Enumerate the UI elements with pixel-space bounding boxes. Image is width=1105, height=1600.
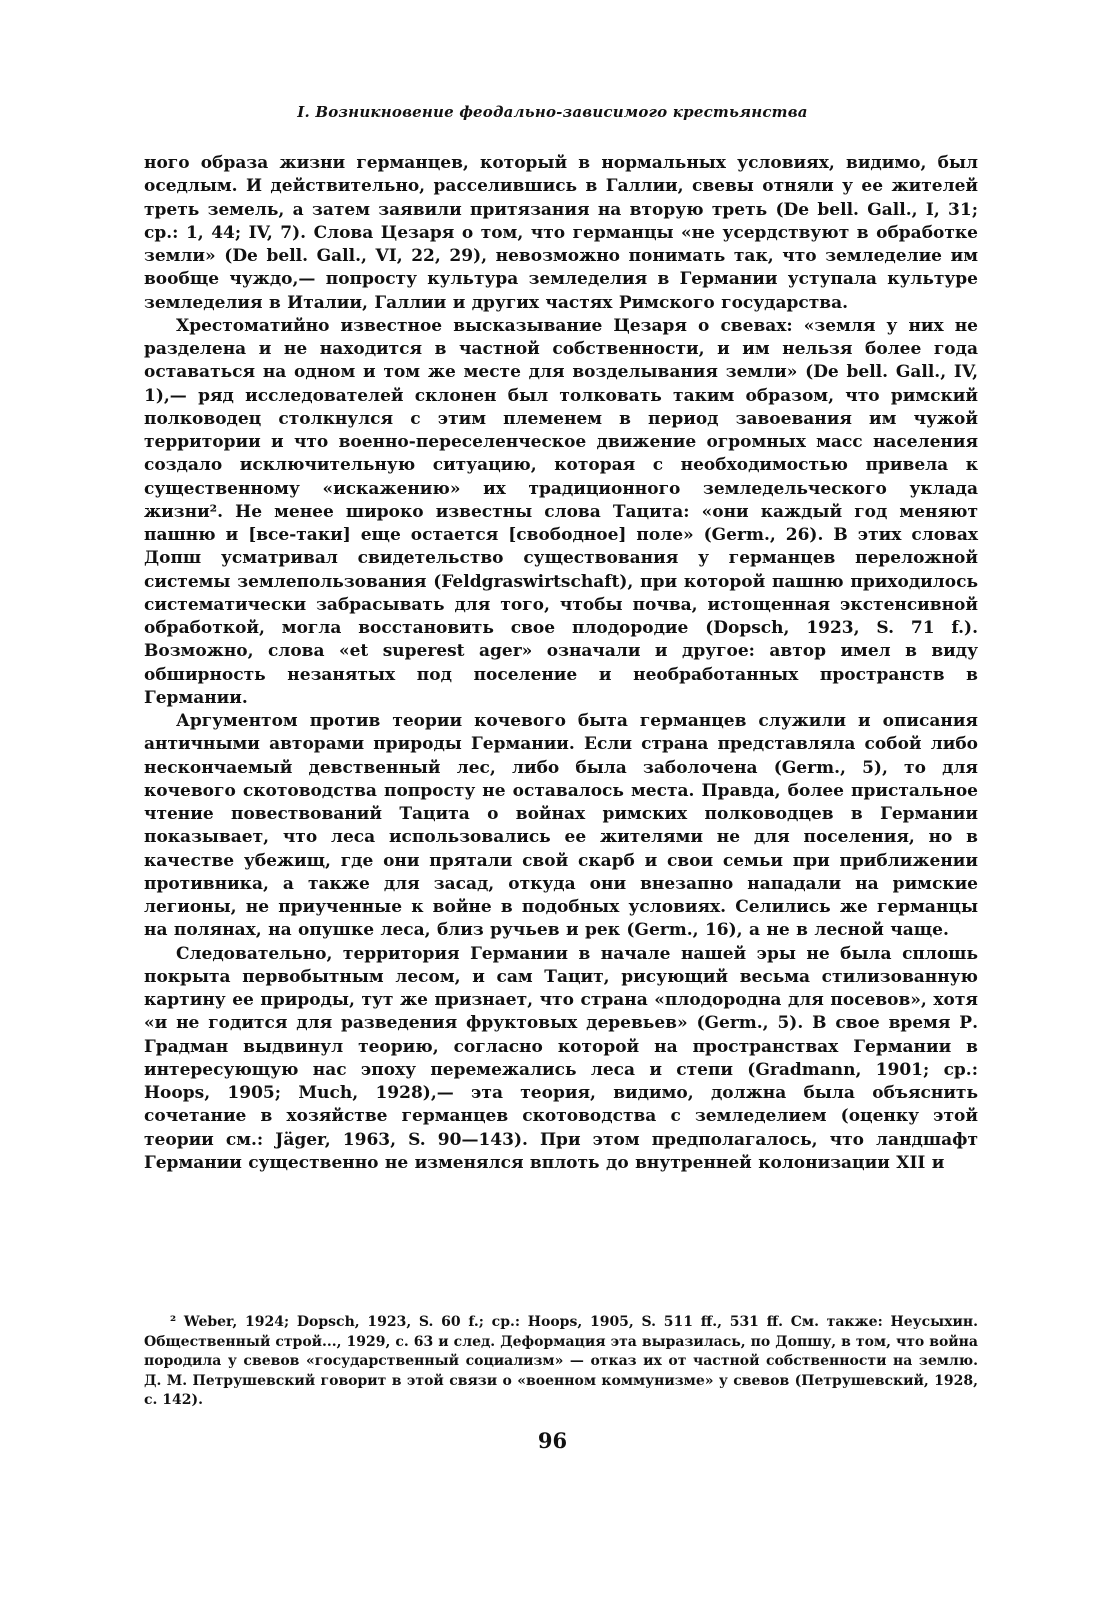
- paragraph-landscape: Следовательно, территория Германии в начале нашей эры не была сплошь покрыта первобытным лесом, и сам Тацит, рисующий весьма стилизованную картину ее природы, тут же признает, что страна «плодородна для посевов», хотя «и не годится для разведения фруктовых деревьев» (Germ., 5). В свое время Р. Градман выдвинул теорию, согласно которой на пространствах Германии в интересующую нас эпоху перемежались леса и степи (Gradmann, 1901; ср.: Hoops, 1905; Much, 1928),— эта теория, видимо, должна была объяснить сочетание в хозяйстве германцев скотоводства с земледелием (оценку этой теории см.: Jäger, 1963, S. 90—143). При этом предполагалось, что ландшафт Германии существенно не изменялся вплоть до внутренней колонизации XII и: [144, 943, 978, 1173]
- footnotes: [144, 1313, 978, 1411]
- running-header: I. Возникновение феодально-зависимого крестьянства: [297, 103, 808, 121]
- paragraph-caesar-suevi: Хрестоматийно известное высказывание Цезаря о свевах: «земля у них не разделена и не находится в частной собственности, и им нельзя более года оставаться на одном и том же месте для возделывания земли» (De bell. Gall., IV, 1),— ряд исследователей склонен был толковать таким образом, что римский полководец столкнулся с этим племенем в период завоевания им чужой территории и что военно-переселенческое движение огромных масс населения создало исключительную ситуацию, которая с необходимостью привела к существенному «искажению» их традиционного земледельческого уклада жизни². Не менее широко известны слова Тацита: «они каждый год меняют пашню и [все-таки] еще остается [свободное] поле» (Germ., 26). В этих словах Допш усматривал свидетельство существования у германцев переложной системы землепользования (Feldgraswirtschaft), при которой пашню приходилось систематически забрасывать для того, чтобы почва, истощенная экстенсивной обработкой, могла восстановить свое плодородие (Dopsch, 1923, S. 71 f.). Возможно, слова «et superest ager» означали и другое: автор имел в виду обширность незанятых под поселение и необработанных пространств в Германии.: [144, 315, 978, 708]
- page-number: 96: [537, 1428, 568, 1453]
- footnote-2: ² Weber, 1924; Dopsch, 1923, S. 60 f.; ср.: Hoops, 1905, S. 511 ff., 531 ff. См. также: Неусыхин. Общественный строй..., 1929, с. 63 и след. Деформация эта выразилась, по Допшу, в том, что война породила у свевов «государственный социализм» — отказ их от частной собственности на землю. Д. М. Петрушевский говорит в этой связи о «военном коммунизме» у свевов (Петрушевский, 1928, с. 142).: [144, 1314, 978, 1408]
- paragraph-continuation: ного образа жизни германцев, который в нормальных условиях, видимо, был оседлым. И действительно, расселившись в Галлии, свевы отняли у ее жителей треть земель, а затем заявили притязания на вторую треть (De bell. Gall., I, 31; ср.: 1, 44; IV, 7). Слова Цезаря о том, что германцы «не усердствуют в обработке земли» (De bell. Gall., VI, 22, 29), невозможно понимать так, что земледелие им вообще чуждо,— попросту культура земледелия в Германии уступала культуре земледелия в Италии, Галлии и других частях Римского государства.: [144, 153, 978, 313]
- main-text: [144, 152, 978, 1175]
- paragraph-nomadic-theory: Аргументом против теории кочевого быта германцев служили и описания античными авторами природы Германии. Если страна представляла собой либо нескончаемый девственный лес, либо была заболочена (Germ., 5), то для кочевого скотоводства попросту не оставалось места. Правда, более пристальное чтение повествований Тацита о войнах римских полководцев в Германии показывает, что леса использовались ее жителями не для поселения, но в качестве убежищ, где они прятали свой скарб и свои семьи при приближении противника, а также для засад, откуда они внезапно нападали на римские легионы, не приученные к войне в подобных условиях. Селились же германцы на полянах, на опушке леса, близ ручьев и рек (Germ., 16), а не в лесной чаще.: [144, 711, 978, 941]
